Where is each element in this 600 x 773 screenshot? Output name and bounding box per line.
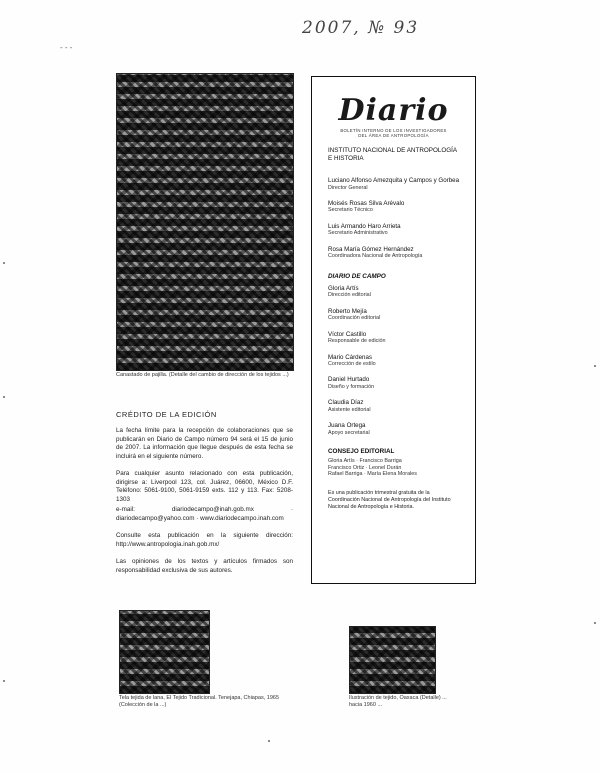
person-name: Víctor Castillo xyxy=(328,330,367,338)
textile-photo-bottom-right xyxy=(349,626,436,694)
credits-paragraph: Para cualquier asunto relacionado con esta publicación, dirigirse a: Liverpool 123, col. Juárez, 06600, México D.F. Teléfono: 5061-9100, 5061-9159 exts. 112 y 113. Fax: 5208-1303 xyxy=(116,470,293,503)
margin-dot xyxy=(594,365,596,367)
logo-subtitle: DEL ÁREA DE ANTROPOLOGÍA xyxy=(358,133,429,139)
board-heading: CONSEJO EDITORIAL xyxy=(328,448,395,456)
board-list xyxy=(328,458,475,477)
person-role: Diseño y formación xyxy=(328,383,375,390)
person-role: Coordinación editorial xyxy=(328,315,381,322)
board-member: Gloria Artís · Francisco Barriga xyxy=(328,458,402,465)
person-role: Director General xyxy=(328,184,368,191)
credits-contact: e-mail: diariodecampo@inah.gob.mx · diariodecampo@yahoo.com · www.diariodecampo.inah.com xyxy=(116,506,293,522)
person-name: Mario Cárdenas xyxy=(328,353,373,361)
staff-entry xyxy=(328,177,475,191)
staff-entry xyxy=(328,246,475,260)
person-role: Corrección de estilo xyxy=(328,360,376,367)
staff-entry xyxy=(328,399,475,413)
credits-paragraph: Las opiniones de los textos y artículos firmados son responsabilidad exclusiva de sus autores. xyxy=(116,558,293,574)
person-role: Secretario Técnico xyxy=(328,207,373,214)
staff-entry xyxy=(328,308,475,322)
person-name: Gloria Artís xyxy=(328,284,359,292)
person-role: Secretario Administrativo xyxy=(328,230,388,237)
person-name: Luis Armando Haro Arrieta xyxy=(328,222,401,230)
person-name: Daniel Hurtado xyxy=(328,376,370,384)
margin-dot xyxy=(3,262,5,264)
institute-name: INSTITUTO NACIONAL DE ANTROPOLOGÍA E HISTORIA xyxy=(328,146,457,162)
person-name: Roberto Mejía xyxy=(328,307,367,315)
staff-entry xyxy=(328,376,475,390)
staff-entry xyxy=(328,354,475,368)
person-name: Moisés Rosas Silva Arévalo xyxy=(328,199,405,207)
staff-entry xyxy=(328,422,475,436)
person-name: Claudia Díaz xyxy=(328,399,364,407)
person-role: Dirección editorial xyxy=(328,292,371,299)
person-name: Luciano Alfonso Amezquita y Campos y Gorbea xyxy=(328,177,460,185)
masthead-footer: Es una publicación trimestral gratuita de la Coordinación Nacional de Antropología del Instituto Nacional de Antropología e Historia. xyxy=(328,489,451,510)
textile-photo-main xyxy=(116,73,294,371)
photo-bottom-left-caption: Tela tejida de lana, El Tejido Tradicional. Tenejapa, Chiapas, 1965 (Colección de la ...) xyxy=(119,695,280,708)
person-role: Responsable de edición xyxy=(328,338,386,345)
masthead-logo xyxy=(312,93,475,139)
staff-entry xyxy=(328,223,475,237)
person-role: Asistente editorial xyxy=(328,406,371,413)
credits-paragraph: La fecha límite para la recepción de colaboraciones que se publicarán en Diario de Campo número 94 será el 15 de junio de 2007. La información que llegue después de esta fecha se incluirá en el siguiente número. xyxy=(116,427,293,460)
logo-subtitle: BOLETÍN INTERNO DE LOS INVESTIGADORES xyxy=(340,128,447,133)
person-name: Juana Ortega xyxy=(328,422,366,430)
photo-main-caption: Canastado de pajilla. (Detalle del cambio de dirección de los tejidos ...) xyxy=(116,372,289,378)
person-role: Coordinadora Nacional de Antropología xyxy=(328,253,423,260)
margin-dot xyxy=(3,680,5,682)
section-heading: DIARIO DE CAMPO xyxy=(328,272,386,280)
credits-heading: CRÉDITO DE LA EDICIÓN xyxy=(116,410,217,419)
margin-dot xyxy=(268,740,270,742)
margin-dot xyxy=(3,396,5,398)
board-member: Rafael Barriga · María Elena Morales xyxy=(328,471,417,478)
person-role: Apoyo secretarial xyxy=(328,429,370,436)
margin-dot xyxy=(594,622,596,624)
credits-paragraph: Consulte esta publicación en la siguiente dirección: http://www.antropologia.inah.gob.mx/ xyxy=(116,532,293,548)
staff-entry xyxy=(328,285,475,299)
masthead-box xyxy=(311,76,476,584)
staff-entry xyxy=(328,200,475,214)
credits-block xyxy=(116,410,293,575)
person-name: Rosa María Gómez Hernández xyxy=(328,245,414,253)
staff-entry xyxy=(328,331,475,345)
board-member: Francisco Ortiz · Leonel Durán xyxy=(328,464,402,471)
logo-text: Diario xyxy=(338,93,449,128)
photo-bottom-right-caption: Ilustración de tejido, Oaxaca (Detalle) ... hacia 1960 ... xyxy=(349,695,447,708)
textile-photo-bottom-left xyxy=(119,610,210,694)
handwritten-note: 2007, № 93 xyxy=(302,18,420,38)
corner-mark: - - - xyxy=(60,43,73,52)
